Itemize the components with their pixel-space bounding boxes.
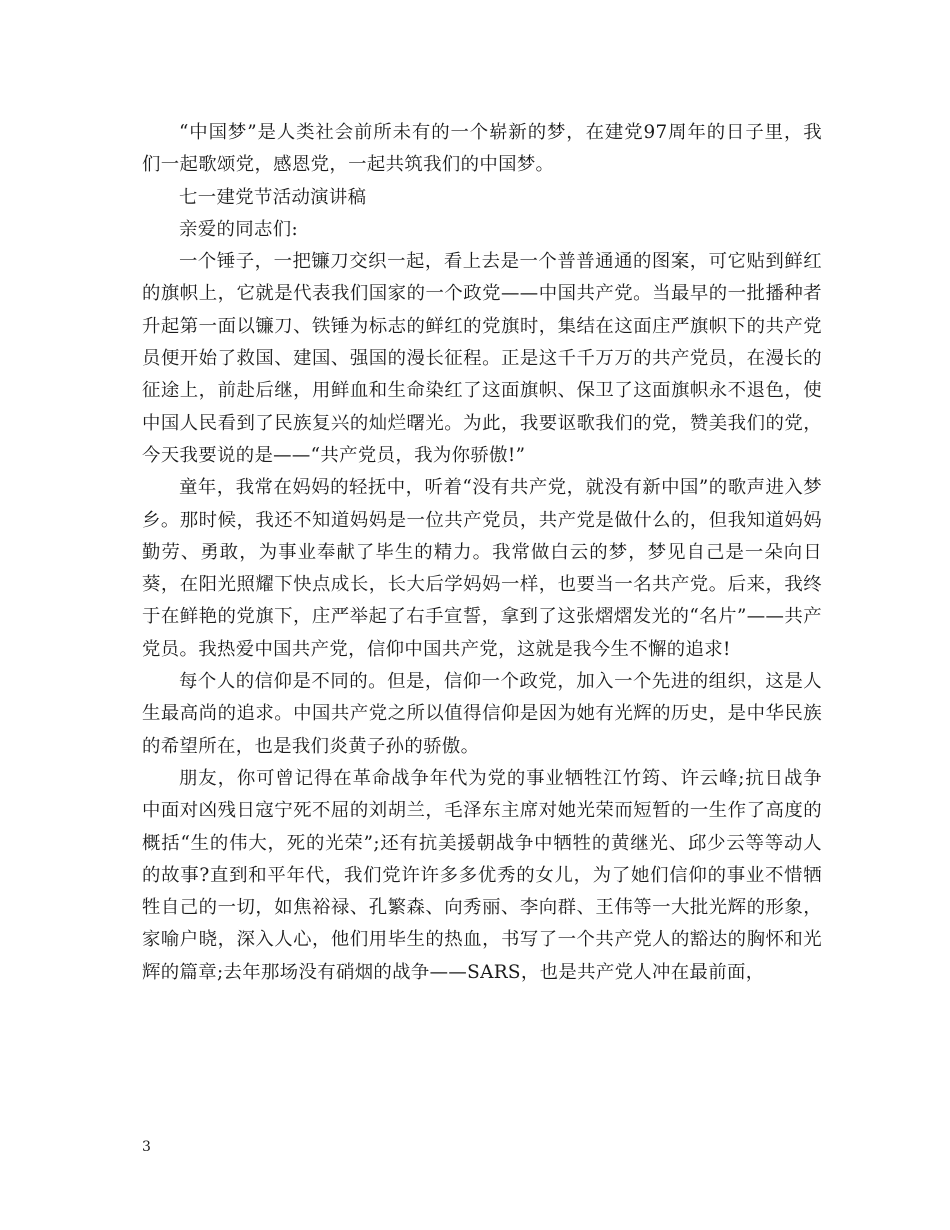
paragraph-hammer-sickle: 一个锤子，一把镰刀交织一起，看上去是一个普普通通的图案，可它贴到鲜红的旗帜上，它就是代表我们国家的一个政党——中国共产党。当最早的一批播种者升起第一面以镰刀、铁锤为标志的鲜红的党旗时，集结在这面庄严旗帜下的共产党员便开始了救国、建国、强国的漫长征程。正是这千千万万的共产党员，在漫长的征途上，前赴后继，用鲜血和生命染红了这面旗帜、保卫了这面旗帜永不退色，使中国人民看到了民族复兴的灿烂曙光。为此，我要讴歌我们的党，赞美我们的党，今天我要说的是——“共产党员，我为你骄傲!” (142, 251, 822, 466)
page-number: 3 (142, 1139, 151, 1155)
document-body (142, 117, 822, 989)
speech-title: 七一建党节活动演讲稿 (179, 186, 367, 208)
salutation: 亲爱的同志们: (179, 218, 298, 240)
paragraph-childhood: 童年，我常在妈妈的轻抚中，听着“没有共产党，就没有新中国”的歌声进入梦乡。那时候，我还不知道妈妈是一位共产党员，共产党是做什么的，但我知道妈妈勤劳、勇敢，为事业奉献了毕生的精力。我常做白云的梦，梦见自己是一朵向日葵，在阳光照耀下快点成长，长大后学妈妈一样，也要当一名共产党。后来，我终于在鲜艳的党旗下，庄严举起了右手宣誓，拿到了这张熠熠发光的“名片”——共产党员。我热爱中国共产党，信仰中国共产党，这就是我今生不懈的追求! (142, 477, 822, 660)
paragraph-intro: “中国梦”是人类社会前所未有的一个崭新的梦，在建党97周年的日子里，我们一起歌颂党，感恩党，一起共筑我们的中国梦。 (142, 122, 822, 176)
paragraph-heroes: 朋友，你可曾记得在革命战争年代为党的事业牺牲江竹筠、许云峰;抗日战争中面对凶残日寇宁死不屈的刘胡兰，毛泽东主席对她光荣而短暂的一生作了高度的概括“生的伟大，死的光荣”;还有抗美援朝战争中牺牲的黄继光、邱少云等等动人的故事?直到和平年代，我们党许许多多优秀的女儿，为了她们信仰的事业不惜牺牲自己的一切，如焦裕禄、孔繁森、向秀丽、李向群、王伟等一大批光辉的形象，家喻户晓，深入人心，他们用毕生的热血，书写了一个共产党人的豁达的胸怀和光辉的篇章;去年那场没有硝烟的战争——SARS，也是共产党人冲在最前面， (142, 767, 822, 983)
paragraph-belief: 每个人的信仰是不同的。但是，信仰一个政党，加入一个先进的组织，这是人生最高尚的追求。中国共产党之所以值得信仰是因为她有光辉的历史，是中华民族的希望所在，也是我们炎黄子孙的骄傲。 (142, 671, 822, 757)
